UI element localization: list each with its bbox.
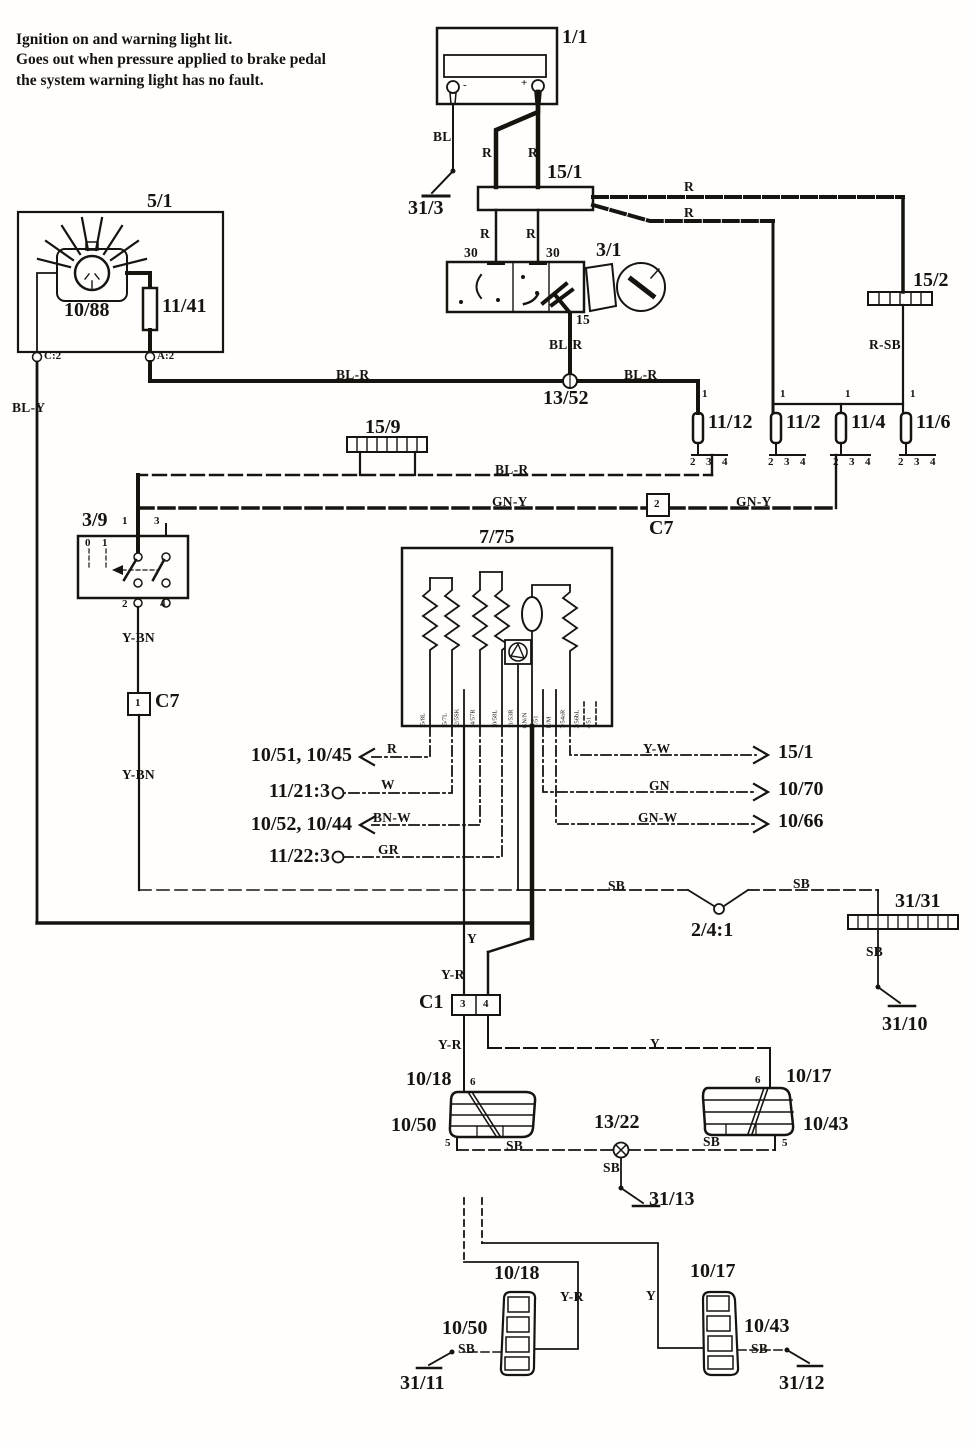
wire-gn-w: GN-W: [638, 810, 678, 825]
bulb2-pin1: 1: [780, 388, 786, 400]
control-module-7-75: [402, 548, 612, 729]
module-pin-label-0: 15/8L: [419, 712, 427, 729]
sb-ground-chain: [139, 726, 958, 1006]
label-splice-2-4-1: 2/4:1: [691, 919, 734, 941]
ignition-switch-symbol: [447, 262, 665, 374]
pad-left-pin6: 6: [470, 1076, 476, 1088]
wire-y-bn-2: Y-BN: [122, 767, 155, 782]
c1-pin3: 3: [460, 998, 466, 1010]
label-pad-10-43: 10/43: [803, 1113, 849, 1135]
note-line-1: Ignition on and warning light lit.: [16, 31, 233, 48]
c7-right-pin2: 2: [654, 498, 660, 510]
label-splice-13-52: 13/52: [543, 387, 589, 409]
wire-r-2: R: [528, 145, 539, 160]
label-lamp: 10/88: [64, 299, 110, 321]
label-bulb-11-6: 11/6: [916, 411, 951, 433]
note-line-3: the system warning light has no fault.: [16, 71, 264, 89]
battery-pos-sign: +: [521, 77, 528, 89]
wire-bl-r-1: BL-R: [549, 337, 583, 352]
label-bulb-11-2: 11/2: [786, 411, 821, 433]
label-pad-10-18: 10/18: [406, 1068, 452, 1090]
note-line-2: Goes out when pressure applied to brake pedal: [16, 51, 326, 69]
module-pin-label-4: 10/58L: [491, 709, 499, 729]
wire-bl: BL: [433, 129, 452, 144]
module-pin-label-3: 14/57R: [469, 709, 477, 729]
label-cluster: 5/1: [147, 190, 173, 212]
module-pin-label-1: 15/7L: [441, 712, 449, 729]
label-strip-15-9: 15/9: [365, 416, 401, 438]
wire-sb-2: SB: [793, 876, 811, 891]
c1-pin4: 4: [483, 998, 489, 1010]
label-target-10-52: 10/52, 10/44: [250, 813, 352, 835]
ground-31-3-wire: [423, 104, 456, 196]
label-ground-31-11: 31/11: [400, 1372, 445, 1394]
bulb3-pin2: 2: [833, 456, 839, 468]
bulb1-pin1: 1: [702, 388, 708, 400]
wire-y-r-3: Y-R: [560, 1289, 584, 1304]
module-pin-label-2: 12/5SK: [453, 708, 461, 729]
bulb2-pin3: 3: [784, 456, 790, 468]
bulb1-pin3: 3: [706, 456, 712, 468]
label-rear-pad-10-50: 10/50: [442, 1317, 488, 1339]
label-ground-31-3: 31/3: [408, 197, 444, 219]
wire-sb-6: SB: [603, 1160, 621, 1175]
switch-pin2: 2: [122, 598, 128, 610]
wire-r-6: R: [684, 205, 695, 220]
label-target-15-1: 15/1: [778, 741, 814, 763]
wire-sb-5: SB: [703, 1134, 721, 1149]
wire-gn-y-2: GN-Y: [736, 494, 772, 509]
bl-y-wire: [37, 362, 532, 923]
label-ground-31-13: 31/13: [649, 1188, 695, 1210]
wire-r-7: R: [387, 741, 398, 756]
label-fusebox: 15/1: [547, 161, 583, 183]
label-pad-10-17: 10/17: [786, 1065, 832, 1087]
wire-y-3: Y: [646, 1288, 657, 1303]
label-pad-10-50: 10/50: [391, 1114, 437, 1136]
wire-sb-8: SB: [751, 1341, 769, 1356]
connector-strip-15-2: [868, 292, 932, 413]
ign-terminal-15: 15: [576, 312, 591, 327]
label-battery: 1/1: [562, 26, 588, 48]
bulb3-pin1: 1: [845, 388, 851, 400]
label-c7-right: C7: [649, 517, 674, 539]
wire-bl-r-2: BL-R: [336, 367, 370, 382]
bulb4-pin3: 3: [914, 456, 920, 468]
wire-sb-4: SB: [506, 1138, 524, 1153]
cluster-pin-a2: A:2: [157, 350, 175, 362]
wire-gr: GR: [378, 842, 399, 857]
label-switch-3-9: 3/9: [82, 509, 108, 531]
bulb2-pin2: 2: [768, 456, 774, 468]
label-bulb-11-4: 11/4: [851, 411, 886, 433]
wire-bl-y: BL-Y: [12, 400, 46, 415]
wire-gn: GN: [649, 778, 670, 793]
left-branch-wires: [333, 726, 503, 863]
bulb4-pin4: 4: [930, 456, 936, 468]
wire-bl-r-3: BL-R: [624, 367, 658, 382]
module-pin-label-5: 11/53R: [507, 709, 515, 729]
bulb3-pin4: 4: [865, 456, 871, 468]
pad-left-pin5: 5: [445, 1137, 451, 1149]
switch-pin3: 3: [154, 515, 160, 527]
module-pin-label-7: Y/51: [532, 715, 540, 729]
module-pin-label-9: 7/54aR: [559, 709, 567, 729]
seat-heat-switch: [78, 475, 188, 890]
label-splice-13-22: 13/22: [594, 1111, 640, 1133]
wire-bl-r-4: BL-R: [495, 462, 529, 477]
switch-pin1: 1: [122, 515, 128, 527]
wire-r-4: R: [526, 226, 537, 241]
wire-y-r-1: Y-R: [441, 967, 465, 982]
label-strip-15-2: 15/2: [913, 269, 949, 291]
cluster-pin-c2: C:2: [44, 350, 62, 362]
wire-r-5: R: [684, 179, 695, 194]
diagram-note: [16, 30, 326, 91]
wire-sb-1: SB: [608, 878, 626, 893]
wire-bn-w: BN-W: [373, 810, 411, 825]
wire-y-r-2: Y-R: [438, 1037, 462, 1052]
bulb4-pin1: 1: [910, 388, 916, 400]
label-target-10-51: 10/51, 10/45: [250, 744, 352, 766]
label-strip-31-31: 31/31: [895, 890, 941, 912]
switch-pin4: 4: [160, 598, 166, 610]
wire-r-1: R: [482, 145, 493, 160]
label-c7-left: C7: [155, 690, 180, 712]
module-pin-label-6: GN/N: [521, 712, 529, 729]
wire-sb-3: SB: [866, 944, 884, 959]
bulb3-pin3: 3: [849, 456, 855, 468]
pad-right-pin6: 6: [755, 1074, 761, 1086]
wire-gn-y-1: GN-Y: [492, 494, 528, 509]
label-target-11-22-3: 11/22:3: [268, 845, 330, 867]
bulb1-pin2: 2: [690, 456, 696, 468]
label-rear-pad-10-43: 10/43: [744, 1315, 790, 1337]
label-target-10-66: 10/66: [778, 810, 824, 832]
module-pin-label-8: R/M: [545, 716, 553, 729]
switch-pos0: 0: [85, 537, 91, 549]
label-target-10-70: 10/70: [778, 778, 824, 800]
label-rear-pad-10-18: 10/18: [494, 1262, 540, 1284]
bulb1-pin4: 4: [722, 456, 728, 468]
bl-r-trunk: [150, 374, 698, 413]
label-resistor: 11/41: [162, 295, 207, 317]
module-pin-label-11: 4/51: [585, 716, 593, 729]
battery-neg-sign: -: [463, 79, 467, 91]
module-pin-label-10: 2/56bL: [573, 709, 581, 729]
switch-pos1: 1: [102, 537, 108, 549]
wire-w: W: [381, 777, 395, 792]
label-rear-pad-10-17: 10/17: [690, 1260, 736, 1282]
c7-left-pin1: 1: [135, 697, 141, 709]
bulb2-pin4: 4: [800, 456, 806, 468]
wire-y-1: Y: [467, 931, 478, 946]
wire-r-sb: R-SB: [869, 337, 901, 352]
wire-y-bn-1: Y-BN: [122, 630, 155, 645]
wire-sb-7: SB: [458, 1341, 476, 1356]
battery-feed-wires: [496, 92, 538, 187]
label-bulb-11-12: 11/12: [708, 411, 753, 433]
wire-y-w: Y-W: [643, 741, 671, 756]
label-ground-31-12: 31/12: [779, 1372, 825, 1394]
bulb4-pin2: 2: [898, 456, 904, 468]
wire-r-3: R: [480, 226, 491, 241]
ign-terminal-30b: 30: [546, 245, 561, 260]
label-module-7-75: 7/75: [479, 526, 515, 548]
ign-terminal-30a: 30: [464, 245, 479, 260]
wire-y-2: Y: [650, 1036, 661, 1051]
pad-right-pin5: 5: [782, 1137, 788, 1149]
label-target-11-21-3: 11/21:3: [268, 780, 330, 802]
label-ground-31-10: 31/10: [882, 1013, 928, 1035]
label-c1: C1: [419, 991, 444, 1013]
label-ignition: 3/1: [596, 239, 622, 261]
